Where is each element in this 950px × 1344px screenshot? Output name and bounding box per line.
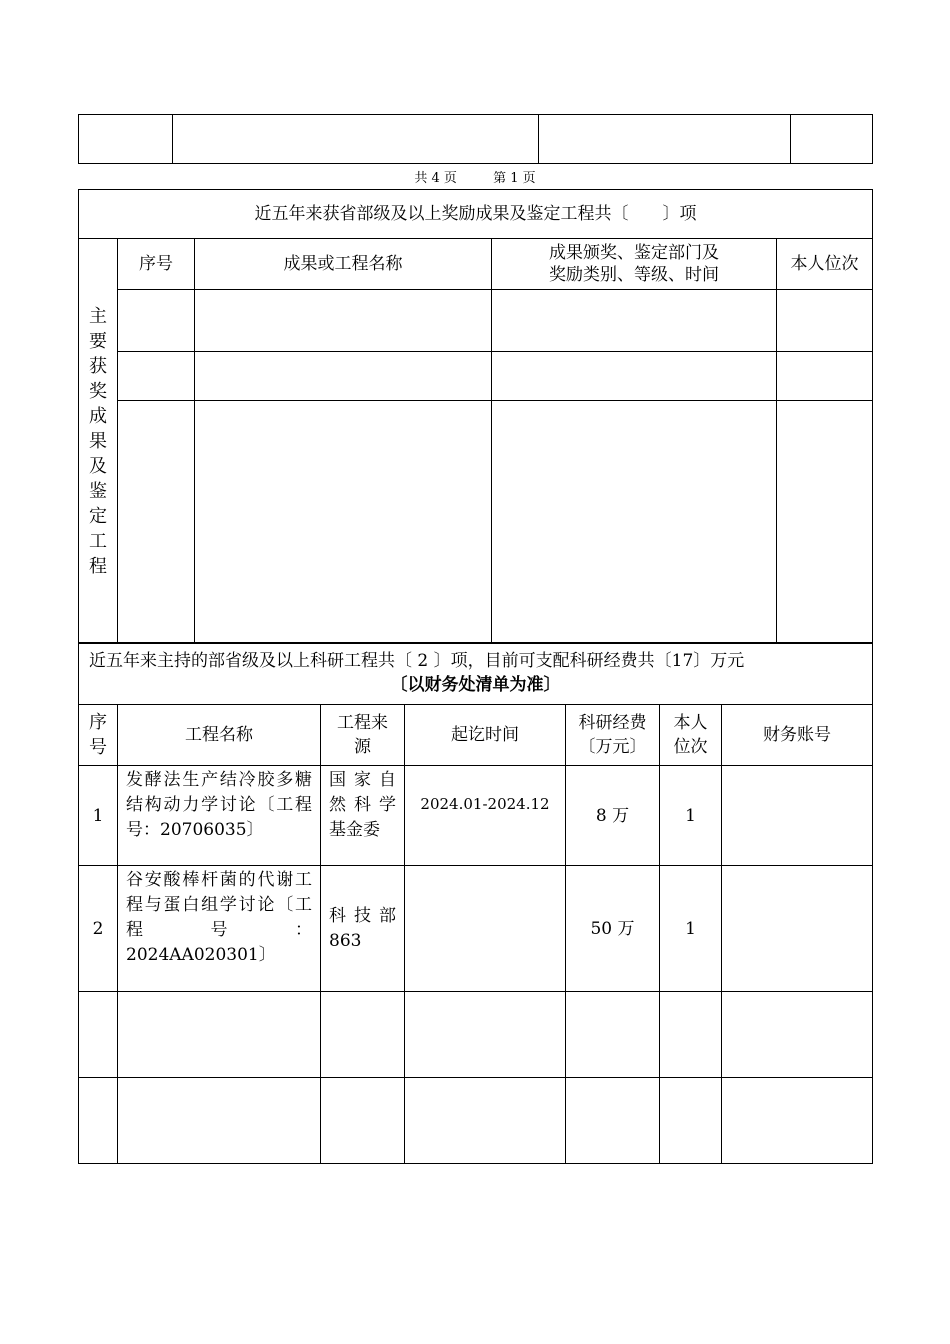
projects-header-name: 工程名称	[118, 705, 321, 766]
table-row	[79, 992, 873, 1078]
project-funds: 50 万	[566, 866, 660, 992]
header-cell-4	[791, 115, 873, 164]
projects-table	[78, 642, 873, 1164]
project-name-cell	[118, 866, 321, 992]
awards-header-dept	[492, 239, 777, 290]
awards-header-seq: 序号	[118, 239, 195, 290]
project-source: 国家自然科学基金委	[329, 770, 396, 840]
awards-side-label-char: 获	[89, 355, 107, 377]
page-total: 共 4 页	[414, 171, 457, 186]
awards-header-rank: 本人位次	[777, 239, 873, 290]
awards-header-dept-line1: 成果颁奖、鉴定部门及	[549, 243, 719, 263]
project-seq: 2	[79, 866, 118, 992]
awards-side-label-char: 主	[89, 305, 107, 327]
awards-header-dept-line2: 奖励类别、等级、时间	[549, 265, 719, 285]
awards-side-label-char: 成	[89, 405, 107, 427]
project-source-cell	[321, 866, 405, 992]
page-current: 第 1 页	[493, 171, 536, 186]
project-source: 科技部863	[329, 906, 396, 951]
awards-side-label-char: 及	[89, 455, 107, 477]
project-rank: 1	[660, 866, 722, 992]
awards-table	[78, 189, 873, 644]
awards-side-label-char: 要	[89, 330, 107, 352]
project-account	[722, 866, 873, 992]
table-row	[79, 766, 873, 866]
table-row	[79, 1078, 873, 1164]
projects-header-source-text: 工程来源	[337, 713, 388, 757]
awards-row	[79, 352, 873, 401]
awards-side-label-char: 奖	[89, 380, 107, 402]
projects-header-seq	[79, 705, 118, 766]
awards-row	[79, 401, 873, 644]
projects-header-funds-text: 科研经费〔万元〕	[578, 713, 647, 757]
project-name: 谷安酸棒杆菌的代谢工程与蛋白组学讨论〔工程号：2024AA020301〕	[126, 870, 312, 965]
awards-side-label-char: 工	[89, 530, 107, 552]
projects-note: 〔以财务处清单为准〕	[390, 675, 561, 695]
project-funds: 8 万	[566, 766, 660, 866]
awards-side-label-char: 程	[89, 555, 107, 577]
projects-header-account: 财务账号	[722, 705, 873, 766]
projects-header-rank	[660, 705, 722, 766]
awards-side-label-char: 鉴	[89, 480, 107, 502]
header-cell-3	[539, 115, 791, 164]
header-cell-2	[173, 115, 539, 164]
projects-header-period: 起讫时间	[405, 705, 566, 766]
projects-header-funds	[566, 705, 660, 766]
project-seq: 1	[79, 766, 118, 866]
awards-side-label-char: 定	[89, 505, 107, 527]
awards-row	[79, 290, 873, 352]
projects-header-source	[321, 705, 405, 766]
projects-title-cell	[79, 643, 873, 705]
awards-header-name: 成果或工程名称	[195, 239, 492, 290]
project-period	[405, 866, 566, 992]
awards-side-label-char: 果	[89, 430, 107, 452]
project-name-cell	[118, 766, 321, 866]
project-period-cell	[405, 766, 566, 866]
projects-title: 近五年来主持的部省级及以上科研工程共〔 2 〕项，目前可支配科研经费共〔17〕万元	[89, 651, 745, 671]
page-counter	[78, 167, 872, 186]
project-account	[722, 766, 873, 866]
awards-side-label	[79, 239, 118, 644]
project-rank: 1	[660, 766, 722, 866]
projects-header-seq-text: 序号	[89, 712, 107, 758]
awards-title: 近五年来获省部级及以上奖励成果及鉴定工程共〔 〕项	[79, 190, 873, 239]
header-table	[78, 114, 873, 164]
project-source-cell	[321, 766, 405, 866]
project-period: 2024.01-2024.12	[420, 795, 550, 813]
project-name: 发酵法生产结冷胶多糖结构动力学讨论〔工程号：20706035〕	[126, 770, 312, 840]
projects-header-rank-text: 本人位次	[673, 713, 708, 757]
table-row	[79, 866, 873, 992]
awards-side-label-text	[88, 304, 108, 579]
header-cell-1	[79, 115, 173, 164]
